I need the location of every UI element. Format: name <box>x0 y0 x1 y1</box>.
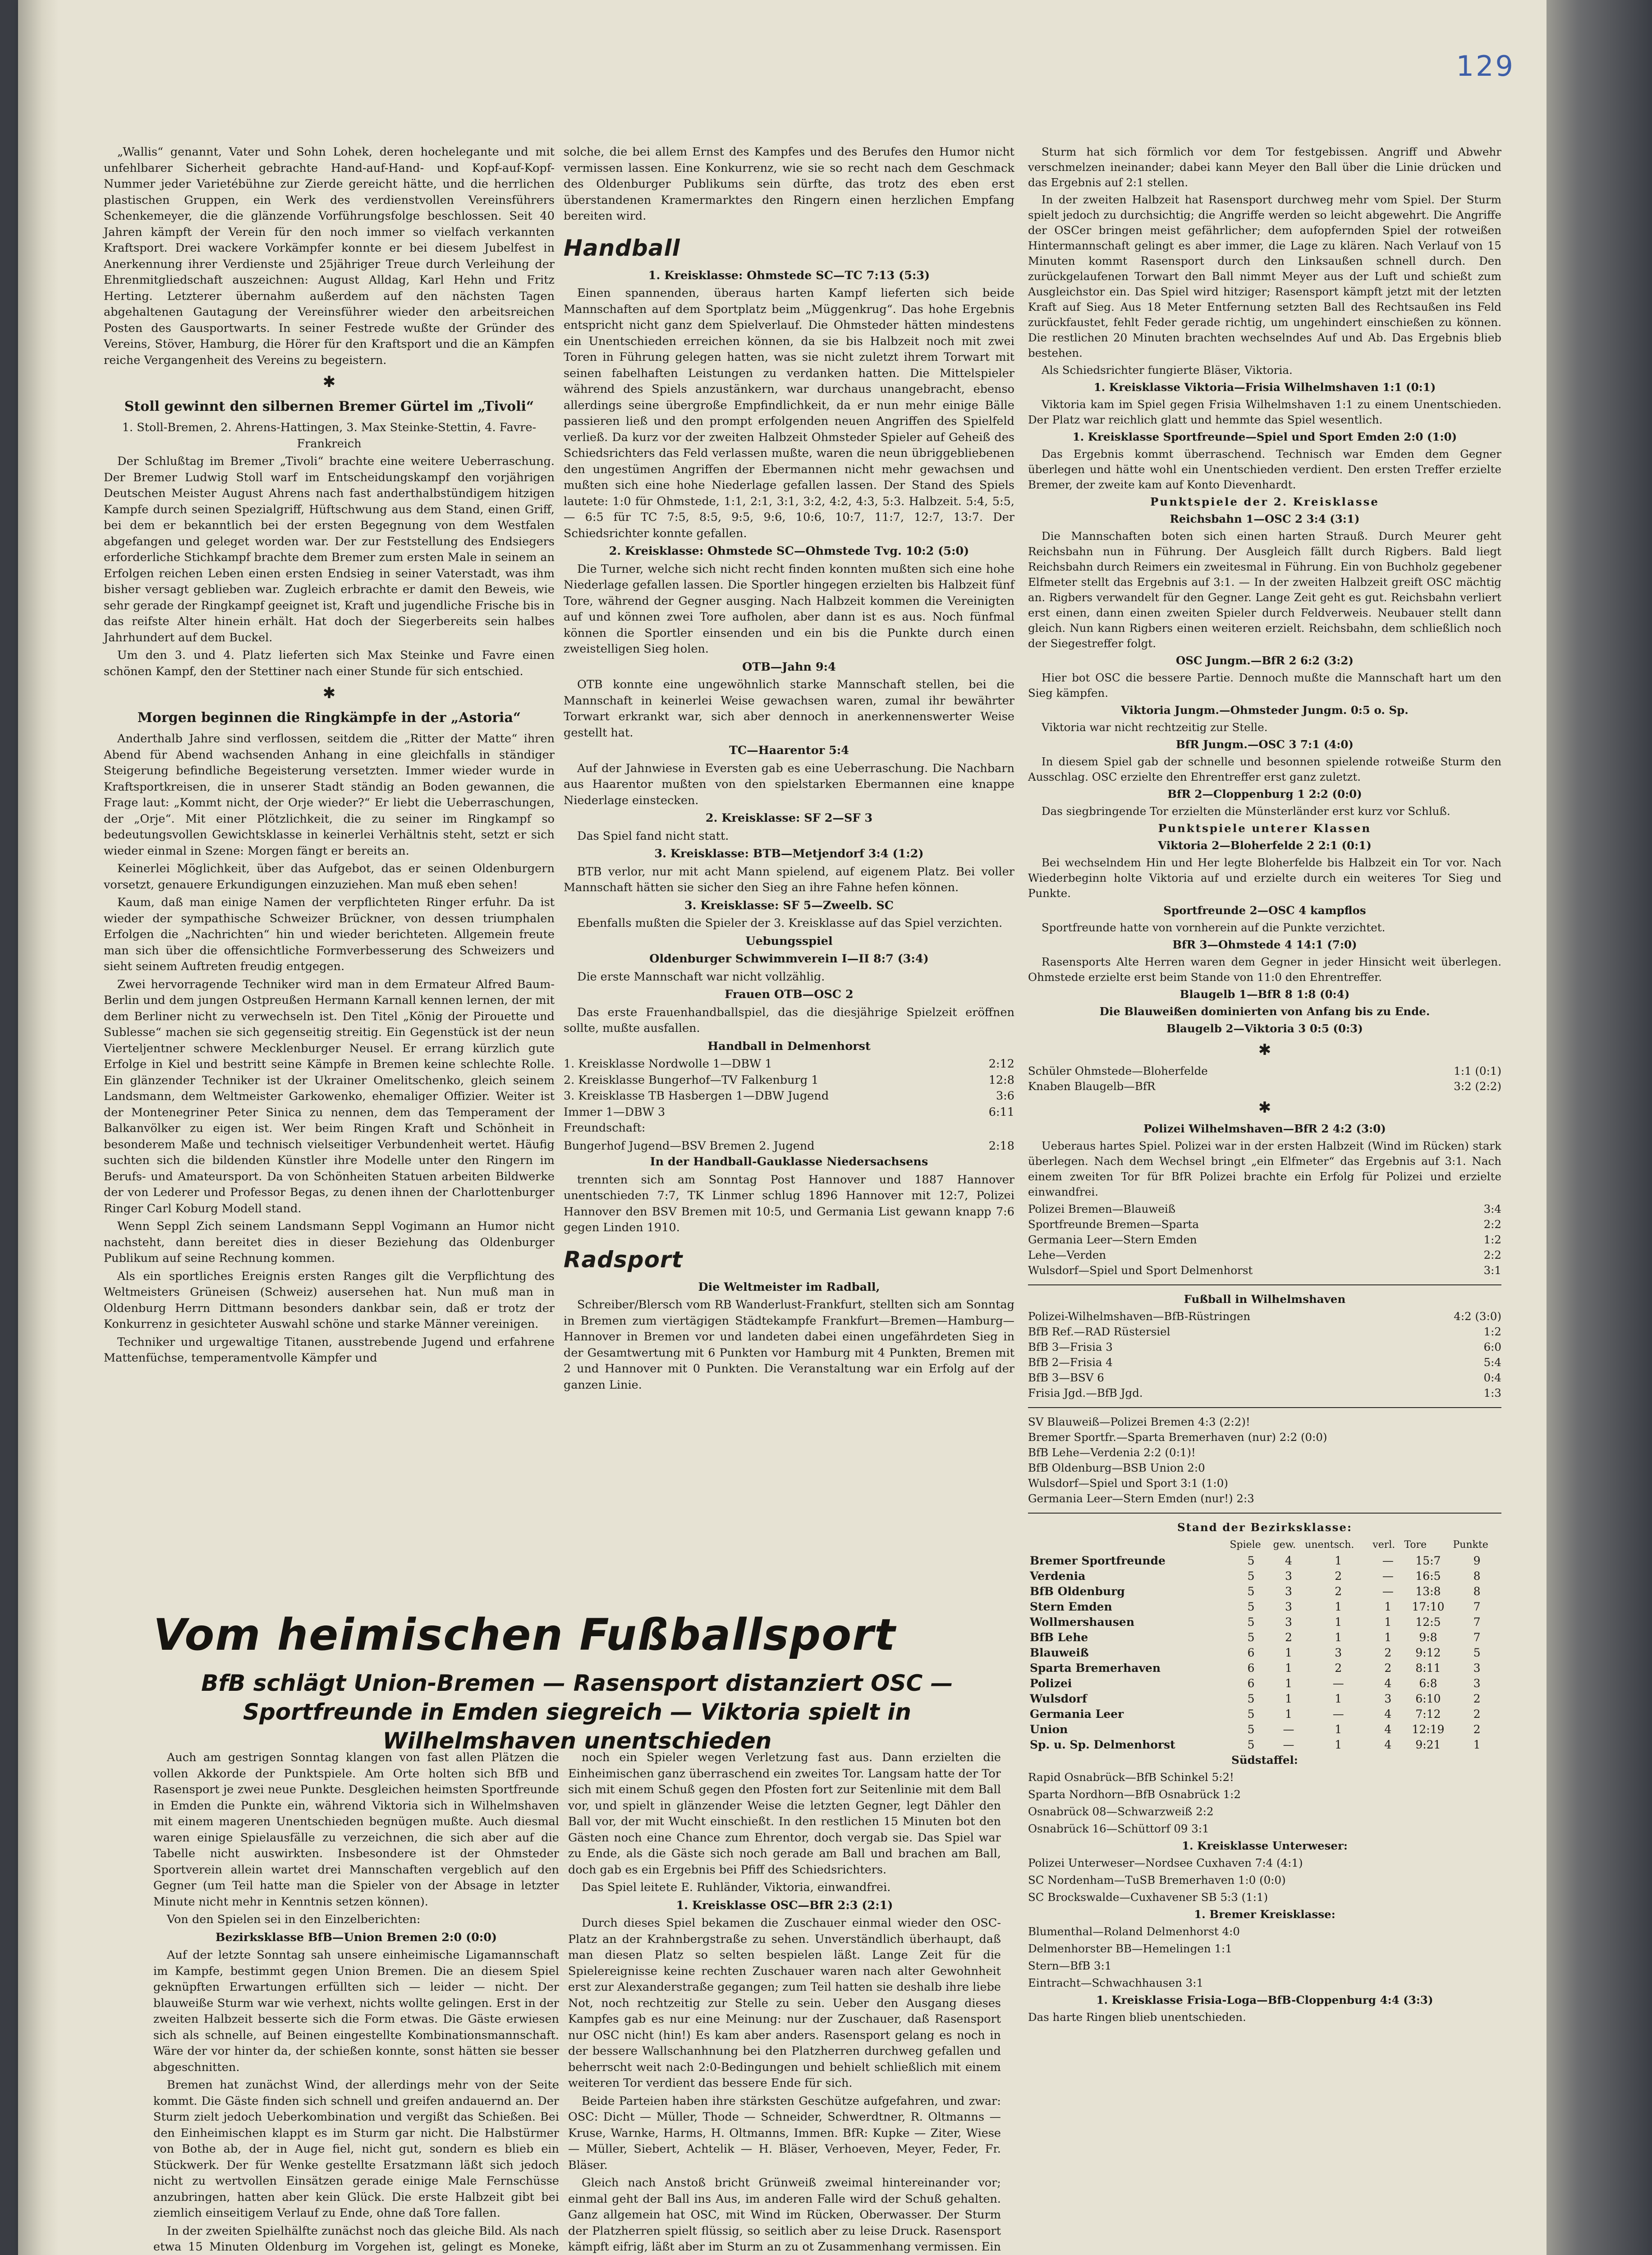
match-report: Viktoria kam im Spiel gegen Frisia Wilhelmshaven 1:1 zu einem Unentschieden. Der Platz war reichlich glatt und hemmte das Spiel wesentlich. <box>1028 398 1501 426</box>
intro-paras <box>153 1750 559 1928</box>
standings-header: Spiele <box>1230 1539 1261 1551</box>
standings-cell: Polizei <box>1030 1677 1072 1690</box>
standings-header: verl. <box>1372 1539 1395 1551</box>
match-report: Bei wechselndem Hin und Her legte Bloherfelde bis Halbzeit ein Tor vor. Nach Wiederbeginn holte Viktoria auf und erzielte durch ein weiteres Tor Sieg und Punkte. <box>1028 856 1501 900</box>
standings-header: Tore <box>1404 1539 1427 1551</box>
result-line: Blumenthal—Roland Delmenhorst 4:0 <box>1028 1925 1240 1938</box>
standings-cell: BfB Lehe <box>1030 1631 1088 1644</box>
standings-cell: 3 <box>1285 1600 1292 1613</box>
standings-cell: 5 <box>1247 1692 1255 1705</box>
paragraph: Sturm hat sich förmlich vor dem Tor festgebissen. Angriff und Abwehr verschmelzen ineinander; dabei kann Meyer den Ball über die Linie drücken und das Ergebnis auf 2:1 stellen. <box>1028 145 1501 189</box>
match-heading: BfR Jungm.—OSC 3 7:1 (4:0) <box>1175 738 1354 751</box>
match-heading: Bezirksklasse BfB—Union Bremen 2:0 (0:0) <box>215 1930 497 1944</box>
standings-cell: 5 <box>1247 1615 1255 1629</box>
standings-cell: 7 <box>1473 1615 1481 1629</box>
standings-cell: 7 <box>1473 1600 1481 1613</box>
standings-cell: — <box>1283 1738 1294 1751</box>
standings-cell: Wollmershausen <box>1030 1615 1135 1629</box>
match-report: Rasensports Alte Herren waren dem Gegner in jeder Hinsicht weit überlegen. Ohmstede erzielte erst beim Stande von 11:0 den Ehrentreffer. <box>1028 955 1501 984</box>
standings-cell: 2 <box>1335 1585 1342 1598</box>
match-heading: TC—Haarentor 5:4 <box>729 744 849 757</box>
divider <box>1028 1513 1501 1514</box>
standings-cell: 1 <box>1335 1692 1342 1705</box>
standings-cell: 13:8 <box>1415 1585 1441 1598</box>
subsection-title: 1. Bremer Kreisklasse: <box>1194 1908 1335 1921</box>
standings-row <box>1028 1569 1501 1584</box>
paragraph: Von den Spielen sei in den Einzelberichten: <box>167 1913 421 1926</box>
section-handball: Handball <box>564 235 680 261</box>
newspaper-page <box>18 0 1546 2255</box>
standings-cell: 3 <box>1335 1646 1342 1659</box>
col1-intro <box>104 144 555 368</box>
result-row: Frisia Jgd.—BfB Jgd. 1:3 <box>1028 1386 1501 1399</box>
standings-header: gew. <box>1273 1539 1296 1551</box>
result-row: BfB 2—Frisia 4 5:4 <box>1028 1356 1501 1369</box>
paragraph: Als Schiedsrichter fungierte Bläser, Viktoria. <box>1042 364 1293 377</box>
paragraph: Beide Parteien haben ihre stärksten Geschütze aufgefahren, und zwar: OSC: Dicht — Müller, Thode — Schneider, Schwerdtner, R. Oltmanns — Kruse, Warnke, Harms, H. Oltmanns, Immen. BfR: Kupke — Ziter, Wiese — Müller, Siebert, Achtelik — H. Bläser, Verhoeven, Meyer, Feder, Fr. Bläser. <box>568 2094 1001 2172</box>
standings-header: unentsch. <box>1305 1539 1354 1551</box>
result-row: Lehe—Verden 2:2 <box>1028 1248 1501 1261</box>
separator-star: ✱ <box>322 684 336 702</box>
column-1 <box>104 144 555 1368</box>
result-row: Schüler Ohmstede—Bloherfelde 1:1 (0:1) <box>1028 1064 1501 1077</box>
morgen-body <box>104 731 555 1367</box>
standings-cell: 7:12 <box>1415 1707 1441 1721</box>
match-heading: In der Handball-Gauklasse Niedersachsens <box>650 1155 928 1169</box>
separator-star: ✱ <box>1258 1099 1271 1117</box>
match-heading: Punktspiele der 2. Kreisklasse <box>1150 495 1380 508</box>
result-row: 3. Kreisklasse TB Hasbergen 1—DBW Jugend 3:6 <box>564 1089 1014 1103</box>
result-row: Wulsdorf—Spiel und Sport Delmenhorst 3:1 <box>1028 1264 1501 1277</box>
standings-cell: 5 <box>1247 1738 1255 1751</box>
lower-column-1 <box>153 1750 559 2255</box>
heading-stoll: Stoll gewinnt den silbernen Bremer Gürtel im „Tivoli“ <box>124 399 534 414</box>
standings-cell: 3 <box>1285 1585 1292 1598</box>
match-heading: Fußball in Wilhelmshaven <box>1184 1293 1346 1306</box>
standings-cell: Verdenia <box>1030 1569 1086 1583</box>
standings-cell: 6 <box>1247 1646 1255 1659</box>
result-row: Bungerhof Jugend—BSV Bremen 2. Jugend 2:18 <box>564 1139 1014 1153</box>
column-3 <box>1028 144 1501 2027</box>
standings-cell: 2 <box>1384 1661 1392 1675</box>
standings-cell: 9:12 <box>1415 1646 1441 1659</box>
standings-row <box>1028 1553 1501 1569</box>
result-row: 2. Kreisklasse Bungerhof—TV Falkenburg 1 12:8 <box>564 1073 1014 1087</box>
divider <box>1028 1407 1501 1408</box>
paragraph: noch ein Spieler wegen Verletzung fast aus. Dann erzielten die Einheimischen ganz überraschend ein zweites Tor. Langsam hatte der Tor sich mit einem Schuß gegen den Pfosten fort zur Seitenlinie mit dem Ball vor, und spielt in glänzender Weise die letzten Gegner, legt Dähler den Ball vor, der mit Wucht einschießt. In den restlichen 15 Minuten bot den Gästen noch eine Chance zum Ehrentor, doch vergab sie. Das Spiel war zu Ende, als die Gäste sich noch gerade am Ball und brachen am Ball, doch gab es ein Ergebnis bei Pfiff des Schiedsrichters. <box>568 1751 1001 1877</box>
match-report: Die Mannschaften boten sich einen harten Strauß. Durch Meurer geht Reichsbahn nun in Führung. Der Ausgleich fällt durch Rigbers. Bald liegt Reichsbahn durch Reimers ein zweitesmal in Führung. Ein von Buchholz gegebener Elfmeter stellt das Ergebnis auf 3:1. — In der zweiten Halbzeit greift OSC mächtig an. Rigbers verwandelt für den Gegner. Lange Zeit geht es gut. Reichsbahn verliert erst einen, dann einen zweiten Spieler durch Feldverweis. Neubauer stellt dann gleich. Nun kann Rigbers einen weiteren erzielt. Reichsbahn, dem schließlich noch der Siegestreffer folgt. <box>1028 529 1501 650</box>
standings-cell: Stern Emden <box>1030 1600 1112 1613</box>
results-bezirksklasse <box>1028 1414 1501 1506</box>
result-line: Delmenhorster BB—Hemelingen 1:1 <box>1028 1942 1232 1955</box>
paragraph: Um den 3. und 4. Platz lieferten sich Max Steinke und Favre einen schönen Kampf, den der Stettiner nach einer Stunde für sich entschied. <box>104 649 555 678</box>
paragraph: Durch dieses Spiel bekamen die Zuschauer einmal wieder den OSC-Platz an der Krahnbergstraße zu sehen. Unverständlich überhaupt, daß man diesen Platz so selten bespielen läßt. Lange Zeit für die Spielereignisse keine rechten Zuschauer waren nach alter Gewohnheit erst zur Alexanderstraße gegangen; zum Teil hatten sie deshalb ihre liebe Not, noch rechtzeitig zur Stelle zu sein. Ueber den Ausgang dieses Kampfes gab es nur eine Meinung: nur der Zuschauer, daß Rasensport nur OSC nicht (hin!) Es kam aber anders. Rasensport gelang es noch in der bessere Wallschanhnung bei den Platzherren durchweg gefallen und beherrscht weit nach 2:0-Bedingungen und behielt schließlich mit einem weiteren Tor verdient das bessere Ende für sich. <box>568 1916 1001 2090</box>
standings-cell: 2 <box>1473 1707 1481 1721</box>
result-line: SC Nordenham—TuSB Bremerhaven 1:0 (0:0) <box>1028 1873 1286 1887</box>
match-heading: BfR 2—Cloppenburg 1 2:2 (0:0) <box>1167 787 1362 801</box>
match-heading: Uebungsspiel <box>745 934 833 948</box>
results-delmenhorst <box>564 1056 1014 1120</box>
paragraph: Das Spiel leitete E. Ruhländer, Viktoria, einwandfrei. <box>582 1881 891 1894</box>
standings-cell: 1 <box>1335 1631 1342 1644</box>
paragraph: Bremen hat zunächst Wind, der allerdings mehr von der Seite kommt. Die Gäste finden sich schnell und greifen andauernd an. Der Sturm zielt jedoch Ueberkombination und vergißt das Schießen. Bei den Einheimischen klappt es im Sturm gar nicht. Die Halbstürmer von Bothe ab, der in Auge fiel, nicht gut, sondern es blieb ein Stückwerk. Der für Wenke gestellte Ersatzmann läßt sich jedoch nicht zu wertvollen Einsätzen gerade einige Male Fernschüsse anzubringen, hatten aber kein Glück. Die erste Halbzeit gibt bei ziemlich einseitigem Verlauf zu Ende, ohne daß Tore fallen. <box>153 2078 559 2220</box>
result-row: BfB 3—Frisia 3 6:0 <box>1028 1340 1501 1353</box>
match-report <box>564 285 1014 542</box>
standings-cell: 5 <box>1247 1631 1255 1644</box>
standings-row <box>1028 1676 1501 1691</box>
results-sued <box>1028 1770 1501 1836</box>
standings-cell: 4 <box>1384 1677 1392 1690</box>
match-report: trennten sich am Sonntag Post Hannover und 1887 Hannover unentschieden 7:7, TK Linmer schlug 1896 Hannover mit 12:7, Polizei Hannover den BSV Bremen mit 10:5, und Germania List gewann knapp 7:6 gegen Linden 1910. <box>564 1173 1014 1234</box>
paragraph: Als ein sportliches Ereignis ersten Ranges gilt die Verpflichtung des Weltmeisters Grüneisen (Schweiz) ausersehen hat. Nun muß man in Oldenburg Herrn Dittmann besonders dankbar sein, daß er trotz der Konkurrenz in gesichteter Auswahl schöne und starke Männer vereinigen. <box>104 1269 555 1331</box>
standings-cell: 5 <box>1247 1600 1255 1613</box>
standings-cell: 4 <box>1285 1554 1292 1567</box>
standings-row <box>1028 1737 1501 1753</box>
match-report <box>1028 144 1501 378</box>
paragraph: In der zweiten Halbzeit hat Rasensport durchweg mehr vom Spiel. Der Sturm spielt jedoch zu durchsichtig; die Angriffe werden so leicht abgewehrt. Die Angriffe der OSCer bringen meist gefährlicher; dem aufopfernden Spiel der rotweißen Hintermannschaft gelingt es aber immer, die Lage zu klären. Nach Verlauf von 15 Minuten kommt Rasensport durch den Linksaußen schnell durch. Den zurückgelaufenen Torwart den Ball nimmt Meyer aus der Luft und schießt zum Ausgleichstor ein. Das Spiel wird hitziger; Rasensport kämpft jetzt mit der letzten Kraft auf Sieg. Aus 18 Meter Entfernung setzten Ball des Rechtsaußen ins Feld zurückfaustet, fehlt Feder gerade richtig, um ungehindert einschießen zu können. Die restlichen 20 Minuten brachten wechselndes Auf und Ab. Das Ergebnis blieb bestehen. <box>1028 193 1501 359</box>
paragraph: Auf der letzte Sonntag sah unsere einheimische Ligamannschaft im Kampfe, bestimmt gegen Union Bremen. Die an diesem Spiel geknüpften Erwartungen erfüllten sich — leider — nicht. Der blauweiße Sturm war wie verhext, nichts wollte gelingen. Erst in der zweiten Halbzeit besserte sich die Form etwas. Die Gäste erwiesen sich als schnelle, auf Beinen eingestellte Kombinationsmannschaft. Wäre der vor hinter da, der schießen konnte, sonst hätten sie besser abgeschnitten. <box>153 1948 559 2074</box>
standings-cell: 6:10 <box>1415 1692 1441 1705</box>
stoll-result: 1. Stoll-Bremen, 2. Ahrens-Hattingen, 3. Max Steinke-Stettin, 4. Favre-Frankreich <box>122 421 537 451</box>
separator-star: ✱ <box>1258 1041 1271 1059</box>
paragraph: Die Turner, welche sich nicht recht finden konnten mußten sich eine hohe Niederlage gefallen lassen. Die Sportler hingegen erzielten bis Halbzeit fünf Tore, während der Gegner ausging. Nach Halbzeit kommen die Vereinigten auf und können zwei Tore aufholen, aber dann ist es aus. Noch fünfmal können die Sportler einsenden und ein bis die Punkte durch einen zweistelligen Sieg holen. <box>564 562 1014 656</box>
standings-cell: 3 <box>1473 1677 1481 1690</box>
match-heading: Viktoria 2—Bloherfelde 2 2:1 (0:1) <box>1158 839 1372 852</box>
result-line: Osnabrück 08—Schwarzweiß 2:2 <box>1028 1805 1214 1818</box>
standings-cell: Germania Leer <box>1030 1707 1124 1721</box>
col2-intro: solche, die bei allem Ernst des Kampfes und des Berufes den Humor nicht vermissen lassen. Eine Konkurrenz, wie sie so recht nach dem Geschmack des Oldenburger Publikums sein dürfte, das trotz des eben erst überstandenen Kramermarktes den Ringern einen herzlichen Empfang bereiten wird. <box>564 145 1014 223</box>
feature-subheadline: BfB schlägt Union-Bremen — Rasensport distanziert OSC — Sportfreunde in Emden siegreich — Viktoria spielt in Wilhelmshaven unentschieden <box>201 1670 953 1754</box>
result-row: Polizei-Wilhelmshaven—BfB-Rüstringen 4:2 (3:0) <box>1028 1310 1501 1323</box>
paragraph: Anderthalb Jahre sind verflossen, seitdem die „Ritter der Matte“ ihren Abend für Abend wachsenden Anhang in eine gleichfalls in ständiger Steigerung befindliche Begeisterung versetzten. Immer wieder wurde in Kraftsportkreisen, die in unserer Stadt ständig an Boden gewannen, die Frage laut: „Kommt nicht, der Orje wieder?“ Er liebt die Ueberraschungen, der „Orje“. Mit einer Plötzlichkeit, die zu seiner im Ringkampf so bedeutungsvollen Gewichtsklasse in keinerlei Verhältnis steht, setzt er sich wieder einmal in Szene: Morgen fängt er bereits an. <box>104 732 555 858</box>
match-report: Das harte Ringen blieb unentschieden. <box>1028 2011 1246 2024</box>
match-report: BTB verlor, nur mit acht Mann spielend, auf eigenem Platz. Bei voller Mannschaft hätten sie sicher den Sieg an ihre Fahne hefen können. <box>564 865 1014 894</box>
match-heading: Handball in Delmenhorst <box>707 1039 871 1053</box>
lower-column-2 <box>568 1750 1001 2255</box>
standings-cell: 3 <box>1473 1661 1481 1675</box>
standings-cell: 5 <box>1473 1646 1481 1659</box>
standings-cell: 4 <box>1384 1738 1392 1751</box>
standings-cell: — <box>1382 1554 1394 1567</box>
result-line: Stern—BfB 3:1 <box>1028 1959 1112 1972</box>
standings-cell: 1 <box>1384 1631 1392 1644</box>
standings-cell: Bremer Sportfreunde <box>1030 1554 1166 1567</box>
match-heading: Sportfreunde 2—OSC 4 kampflos <box>1163 904 1366 917</box>
standings-cell: 2 <box>1335 1569 1342 1583</box>
standings-cell: 1 <box>1285 1646 1292 1659</box>
binding-gutter <box>18 0 59 2255</box>
match-heading: Blaugelb 2—Viktoria 3 0:5 (0:3) <box>1166 1022 1363 1035</box>
result-row: Germania Leer—Stern Emden 1:2 <box>1028 1233 1501 1246</box>
results-wilhelmshaven <box>1028 1309 1501 1401</box>
standings-cell: 5 <box>1247 1707 1255 1721</box>
match-report: In diesem Spiel gab der schnelle und besonnen spielende rotweiße Sturm den Ausschlag. OSC erzielte den Ehrentreffer erst ganz zuletzt. <box>1028 755 1501 783</box>
match-heading: 2. Kreisklasse: Ohmstede SC—Ohmstede Tvg. 10:2 (5:0) <box>609 544 969 558</box>
result-line: Rapid Osnabrück—BfB Schinkel 5:2! <box>1028 1771 1234 1784</box>
standings-cell: Union <box>1030 1723 1068 1736</box>
standings-cell: 5 <box>1247 1723 1255 1736</box>
standings-table <box>1028 1537 1501 1753</box>
match-heading: BfR 3—Ohmstede 4 14:1 (7:0) <box>1172 938 1357 951</box>
match-report: Auf der Jahnwiese in Eversten gab es eine Ueberraschung. Die Nachbarn aus Haarentor mußten von den spielstarken Ebermannen eine knappe Niederlage einstecken. <box>564 761 1014 807</box>
match-heading: Blaugelb 1—BfR 8 1:8 (0:4) <box>1179 988 1350 1001</box>
match-heading: 1. Kreisklasse OSC—BfR 2:3 (2:1) <box>676 1898 893 1912</box>
subsection-title: 1. Kreisklasse Unterweser: <box>1182 1839 1348 1852</box>
standings-cell: 3 <box>1285 1615 1292 1629</box>
feature-headline: Vom heimischen Fußballsport <box>153 1610 896 1660</box>
result-row: BfB Oldenburg—BSB Union 2:0 <box>1028 1461 1205 1474</box>
result-line: Eintracht—Schwachhausen 3:1 <box>1028 1976 1204 1989</box>
paragraph: Gleich nach Anstoß bricht Grünweiß zweimal hintereinander vor; einmal geht der Ball ins Aus, im anderen Falle wird der Schuß gehalten. Ganz allgemein hat OSC, mit Wind im Rücken, Oberwasser. Der Sturm der Platzherren spielt flüssig, so seitlich aber zu leise Druck. Rasensport kämpft eifrig, läßt aber im Sturm an zu ot Zusammenhang vermissen. Ein <box>568 2176 1001 2254</box>
divider <box>1028 1284 1501 1285</box>
match-report: Schreiber/Blersch vom RB Wanderlust-Frankfurt, stellten sich am Sonntag in Bremen zum viertägigen Städtekampfe Frankfurt—Bremen—Hamburg—Hannover in Bremen vor und landeten dabei einen ungefährdeten Sieg in der Gesamtwertung mit 6 Punkten vor Hamburg mit 4 Punkten, Bremen mit 2 und Hannover mit 0 Punkten. Die Veranstaltung war ein Erfolg auf der ganzen Linie. <box>564 1298 1014 1392</box>
standings-cell: 8 <box>1473 1585 1481 1598</box>
match-report: Das erste Frauenhandballspiel, das die diesjährige Spielzeit eröffnen sollte, mußte ausfallen. <box>564 1005 1014 1035</box>
match-heading: 2. Kreisklasse: SF 2—SF 3 <box>705 811 873 825</box>
standings-cell: 9 <box>1473 1554 1481 1567</box>
result-row: Polizei Bremen—Blauweiß 3:4 <box>1028 1202 1501 1215</box>
standings-cell: 4 <box>1384 1707 1392 1721</box>
standings-cell: 1 <box>1335 1615 1342 1629</box>
standings-cell: 4 <box>1384 1723 1392 1736</box>
paragraph: Zwei hervorragende Techniker wird man in dem Ermateur Alfred Baum-Berlin und dem jungen Ostpreußen Hermann Karnall kennen lernen, der mit dem Berliner nicht zu verwechseln ist. Den Titel „König der Pirouette und Sublesse“ machen sie sich gegenseitig streitig. Ein Gegenstück ist der neun Vierteljentner schwere Mecklenburger Neusel. Er errang kürzlich gute Erfolge in Kiel und bestritt seine Kämpfe in Bremen keine schlechte Rolle. Ein glänzender Techniker ist der Ukrainer Omelitschenko, gleich seinem Landsmann, dem Weltmeister Garkowenko, ehemaliger Offizier. Weiter ist der Montenegriner Peter Sinica zu nennen, dem das Temperament der Balkanvölker zu eigen ist. Wer beim Ringen Kraft und Schönheit in besonderem Maße und technisch vielseitiger Verbundenheit wertet. Häufig suchten sich die bildenden Künstler ihre Modelle unter den Ringern im Berufs- und Amateursport. Da von Schönheiten Statuen arbeiten Bildwerke der von Lederer und Professor Begas, zu denen ihnen der Charlottenburger Ringer Carl Koburg Modell stand. <box>104 977 555 1215</box>
standings-cell: — <box>1382 1569 1394 1583</box>
standings-cell: 3 <box>1285 1569 1292 1583</box>
standings-cell: 7 <box>1473 1631 1481 1644</box>
standings-cell: 1 <box>1285 1677 1292 1690</box>
standings-cell: 5 <box>1247 1569 1255 1583</box>
match-report: Sportfreunde hatte von vornherein auf die Punkte verzichtet. <box>1042 921 1386 934</box>
standings-cell: 8 <box>1473 1569 1481 1583</box>
match-heading: Polizei Wilhelmshaven—BfR 2 4:2 (3:0) <box>1143 1122 1386 1135</box>
result-row: Sportfreunde Bremen—Sparta 2:2 <box>1028 1218 1501 1231</box>
standings-cell: — <box>1332 1707 1344 1721</box>
match-heading: Frauen OTB—OSC 2 <box>725 988 854 1001</box>
match-heading: OTB—Jahn 9:4 <box>742 660 836 674</box>
match-heading: 1. Kreisklasse Sportfreunde—Spiel und Sport Emden 2:0 (1:0) <box>1072 430 1457 443</box>
match-report <box>153 1947 559 2255</box>
match-heading: OSC Jungm.—BfR 2 6:2 (3:2) <box>1175 654 1354 667</box>
standings-cell: 5 <box>1247 1554 1255 1567</box>
standings-row <box>1028 1661 1501 1676</box>
standings-cell: — <box>1382 1585 1394 1598</box>
result-row: 1. Kreisklasse Nordwolle 1—DBW 1 2:12 <box>564 1057 1014 1071</box>
scan-edge <box>1546 0 1652 2255</box>
standings-row <box>1028 1630 1501 1645</box>
standings-cell: 12:5 <box>1415 1615 1441 1629</box>
standings-row <box>1028 1707 1501 1722</box>
result-row: Wulsdorf—Spiel und Sport 3:1 (1:0) <box>1028 1477 1228 1490</box>
stoll-body <box>104 454 555 680</box>
standings-cell: 2 <box>1335 1661 1342 1675</box>
standings-header: Punkte <box>1453 1539 1488 1551</box>
standings-cell: 2 <box>1473 1723 1481 1736</box>
standings-cell: Sparta Bremerhaven <box>1030 1661 1161 1675</box>
match-heading: Reichsbahn 1—OSC 2 3:4 (3:1) <box>1170 512 1360 525</box>
match-report: Das siegbringende Tor erzielten die Münsterländer erst kurz vor Schluß. <box>1042 805 1450 818</box>
result-row: Germania Leer—Stern Emden (nur!) 2:3 <box>1028 1492 1254 1505</box>
separator-star: ✱ <box>322 373 336 391</box>
heading-morgen: Morgen beginnen die Ringkämpfe in der „Astoria“ <box>137 710 521 726</box>
result-row: BfB Ref.—RAD Rüstersiel 1:2 <box>1028 1325 1501 1338</box>
standings-cell: 1 <box>1285 1692 1292 1705</box>
standings-row <box>1028 1584 1501 1599</box>
match-heading: 3. Kreisklasse: BTB—Metjendorf 3:4 (1:2) <box>654 847 924 861</box>
match-report: Ueberaus hartes Spiel. Polizei war in der ersten Halbzeit (Wind im Rücken) stark überlegen. Nach dem Wechsel bringt „ein Elfmeter“ das Ergebnis auf 3:1. Nach einem zweiten Tor für BfR Polizei brachte ein Erfolg für Polizei und erzielte einwandfrei. <box>1028 1139 1501 1198</box>
standings-cell: 2 <box>1384 1646 1392 1659</box>
standings-cell: — <box>1283 1723 1294 1736</box>
page-number: 129 <box>1456 50 1515 83</box>
standings-cell: 2 <box>1285 1631 1292 1644</box>
standings-cell: 1 <box>1473 1738 1481 1751</box>
match-report: OTB konnte eine ungewöhnlich starke Mannschaft stellen, bei die Mannschaft in keinerlei Weise gewachsen waren, zumal ihr bewährter Torwart erkrankt war, sich aber dennoch in anerkennenswerter Weise gestellt hat. <box>564 678 1014 740</box>
standings-cell: 6 <box>1247 1677 1255 1690</box>
standings-cell: 9:21 <box>1415 1738 1441 1751</box>
column-2 <box>564 144 1014 1395</box>
subsection-title: Südstaffel: <box>1231 1753 1298 1767</box>
results-unterweser <box>1028 1855 1501 1905</box>
standings-cell: 1 <box>1285 1707 1292 1721</box>
paragraph: Einen spannenden, überaus harten Kampf lieferten sich beide Mannschaften auf dem Sportplatz beim „Müggenkrug“. Das hohe Ergebnis entspricht nicht ganz dem Spielverlauf. Die Ohmsteder hätten mindestens ein Unentschieden erreichen können, da sie bis Halbzeit noch mit zwei Toren in Führung gelegen hatten, was sie nicht zuletzt ihrem Torwart mit seinen fabelhaften Leistungen zu verdanken hatten. Die Mittelspieler während des Spiels anzustänkern, war durchaus unangebracht, ebenso allerdings seine übergroße Empfindlichkeit, da er nun mehr einige Bälle passieren ließ und den prompt erfolgenden neuen Angriffen des Spielfeld verließ. Da kurz vor der zweiten Halbzeit Ohmsteder Spieler auf Geheiß des Schiedsrichters das Feld verlassen mußte, waren die neun übriggebliebenen den ungestümen Angriffen der Ebermannen nicht mehr gewachsen und mußten sich eine hohe Niederlage gefallen lassen. Der Stand des Spiels lautete: 1:0 für Ohmstede, 1:1, 2:1, 3:1, 3:2, 4:2, 4:3, 5:3. Halbzeit. 5:4, 5:5, — 6:5 für TC 7:5, 8:5, 9:5, 9:6, 10:6, 10:7, 11:7, 12:7, 13:7. Der Schiedsrichter konnte gefallen. <box>564 286 1014 540</box>
result-row: Immer 1—DBW 3 6:11 <box>564 1105 1014 1119</box>
match-report: Das Ergebnis kommt überraschend. Technisch war Emden dem Gegner überlegen und hätte wohl ein Unentschieden verdient. Den ersten Treffer erzielte Bremer, der zweite kam auf Konto Dievenhardt. <box>1028 447 1501 491</box>
match-heading: Die Weltmeister im Radball, <box>698 1280 880 1294</box>
result-line: Polizei Unterweser—Nordsee Cuxhaven 7:4 (4:1) <box>1028 1856 1303 1869</box>
standings-cell: 1 <box>1335 1738 1342 1751</box>
match-heading: 1. Kreisklasse Viktoria—Frisia Wilhelmshaven 1:1 (0:1) <box>1093 381 1436 394</box>
standings-cell: 3 <box>1384 1692 1392 1705</box>
paragraph: „Wallis“ genannt, Vater und Sohn Lohek, deren hochelegante und mit unfehlbarer Sicherheit gebrachte Hand-auf-Hand- und Kopf-auf-Kopf-Nummer jeder Varietébühne zur Zierde gereicht hätte, und die herrlichen plastischen Gruppen, ein Werk des verdienstvollen Vereinsführers Schenkemeyer, die die glänzende Vorführungsfolge beschlossen. Seit 40 Jahren kämpft der Verein für den noch immer so vielfach verkannten Kraftsport. Drei wackere Vorkämpfer konnte er bei diesem Jubelfest in Anerkennung ihrer Verdienste und 25jähriger Treue durch Verleihung der Ehrenmitgliedschaft auszeichnen: August Alldag, Karl Hehn und Fritz Herting. Letzterer übernahm außerdem auf den nächsten Tagen abgehaltenen Gautagung der Vereinsführer wieder den arbeitsreichen Posten des Gausportwarts. In seiner Festrede wußte der Gründer des Vereins, Stöver, Hamburg, die Hörer für den Kraftsport und die an Kämpfen reiche Vergangenheit des Vereins zu begeistern. <box>104 145 555 367</box>
standings-cell: — <box>1332 1677 1344 1690</box>
standings-cell: 2 <box>1473 1692 1481 1705</box>
standings-row <box>1028 1691 1501 1707</box>
standings-cell: 8:11 <box>1415 1661 1441 1675</box>
standings-row <box>1028 1722 1501 1737</box>
standings-row <box>1028 1599 1501 1615</box>
standings-cell: 1 <box>1285 1661 1292 1675</box>
paragraph: Techniker und urgewaltige Titanen, ausstrebende Jugend und erfahrene Mattenfüchse, temperamentvolle Kämpfer und <box>104 1335 555 1365</box>
result-line: SC Brockswalde—Cuxhavener SB 5:3 (1:1) <box>1028 1891 1268 1904</box>
standings-cell: Wulsdorf <box>1030 1692 1087 1705</box>
results-bremer <box>1028 1924 1501 1991</box>
result-line: Osnabrück 16—Schüttorf 09 3:1 <box>1028 1822 1209 1835</box>
match-report: Die Blauweißen dominierten von Anfang bis zu Ende. <box>1099 1005 1430 1018</box>
match-heading: Punktspiele unterer Klassen <box>1158 822 1372 835</box>
paragraph: Keinerlei Möglichkeit, über das Aufgebot, das er seinen Oldenburgern vorsetzt, genauere Erkundigungen einzuziehen. Man muß eben sehen! <box>104 862 555 892</box>
result-row: BfB 3—BSV 6 0:4 <box>1028 1371 1501 1384</box>
result-row: SV Blauweiß—Polizei Bremen 4:3 (2:2)! <box>1028 1415 1250 1428</box>
match-heading: Oldenburger Schwimmverein I—II 8:7 (3:4) <box>649 952 929 966</box>
standings-cell: 6:8 <box>1419 1677 1437 1690</box>
match-heading: 1. Kreisklasse Frisia-Loga—BfB-Cloppenburg 4:4 (3:3) <box>1096 1993 1433 2006</box>
match-report <box>564 561 1014 658</box>
standings-cell: 1 <box>1335 1600 1342 1613</box>
standings-title: Stand der Bezirksklasse: <box>1177 1521 1353 1534</box>
standings-cell: 1 <box>1335 1554 1342 1567</box>
standings-cell: 1 <box>1384 1615 1392 1629</box>
standings-cell: 6 <box>1247 1661 1255 1675</box>
standings-cell: 17:10 <box>1412 1600 1445 1613</box>
freund-label: Freundschaft: <box>564 1121 646 1135</box>
standings-cell: 16:5 <box>1415 1569 1441 1583</box>
standings-cell: 1 <box>1384 1600 1392 1613</box>
match-heading: 1. Kreisklasse: Ohmstede SC—TC 7:13 (5:3) <box>648 268 930 282</box>
standings-row <box>1028 1645 1501 1661</box>
match-report: Die erste Mannschaft war nicht vollzählig. <box>577 970 825 984</box>
standings-cell: BfB Oldenburg <box>1030 1585 1125 1598</box>
match-report <box>568 1915 1001 2255</box>
result-row: Bremer Sportfr.—Sparta Bremerhaven (nur) 2:2 (0:0) <box>1028 1431 1327 1444</box>
standings-header-blank <box>1028 1537 1229 1553</box>
match-report: Hier bot OSC die bessere Partie. Dennoch mußte die Mannschaft hart um den Sieg kämpfen. <box>1028 671 1501 700</box>
match-heading: Viktoria Jungm.—Ohmsteder Jungm. 0:5 o. Sp. <box>1121 704 1409 717</box>
paragraph: Kaum, daß man einige Namen der verpflichteten Ringer erfuhr. Da ist wieder der sympathische Schweizer Brückner, von dessen triumphalen Erfolgen die „Nachrichten“ hin und wieder berichteten. Allgemein freute man sich über die offensichtliche Formverbesserung des Schweizers und sieht seinem Auftreten freudig entgegen. <box>104 896 555 973</box>
match-heading: 3. Kreisklasse: SF 5—Zweelb. SC <box>684 898 894 912</box>
match-report: Ebenfalls mußten die Spieler der 3. Kreisklasse auf das Spiel verzichten. <box>577 916 1003 930</box>
paragraph: Wenn Seppl Zich seinem Landsmann Seppl Vogimann an Humor nicht nachsteht, dann bereitet dies in dieser Beziehung das Oldenburger Publikum auf seine Rechnung kommen. <box>104 1220 555 1265</box>
standings-cell: 1 <box>1335 1723 1342 1736</box>
paragraph: In der zweiten Spielhälfte zunächst noch das gleiche Bild. Als nach etwa 15 Minuten Oldenburg im Vorgehen ist, gelingt es Moneke, <box>153 2224 559 2254</box>
standings-cell: 15:7 <box>1415 1554 1441 1567</box>
results-schueler <box>1028 1063 1501 1094</box>
section-radsport: Radsport <box>564 1246 683 1273</box>
result-line: Sparta Nordhorn—BfB Osnabrück 1:2 <box>1028 1788 1241 1801</box>
standings-cell: Sp. u. Sp. Delmenhorst <box>1030 1738 1175 1751</box>
result-row: BfB Lehe—Verdenia 2:2 (0:1)! <box>1028 1446 1196 1459</box>
standings-row <box>1028 1615 1501 1630</box>
standings-cell: 9:8 <box>1419 1631 1437 1644</box>
standings-cell: 12:19 <box>1412 1723 1445 1736</box>
result-row: Knaben Blaugelb—BfR 3:2 (2:2) <box>1028 1080 1501 1093</box>
results-bremen <box>1028 1201 1501 1278</box>
match-report: Viktoria war nicht rechtzeitig zur Stelle. <box>1042 721 1268 734</box>
paragraph: Auch am gestrigen Sonntag klangen von fast allen Plätzen die vollen Akkorde der Punktspiele. Am Orte holten sich BfB und Rasensport je zwei neue Punkte. Desgleichen heimsten Sportfreunde in Emden die Punkte ein, während Viktoria sich in Wilhelmshaven mit einem mageren Unentschieden begnügen mußte. Auch diesmal waren einige Spielausfälle zu verzeichnen, die sich aber auf die Tabelle nicht auswirkten. Insbesondere ist der Ohmsteder Sportverein allein wartet drei Mannschaften vergeblich auf den Gegner (um Teil hatte man die Spieler von der Absage in letzter Minute nicht mehr in Kenntnis setzen können). <box>153 1751 559 1909</box>
intro-paras <box>568 1750 1001 1896</box>
standings-cell: 5 <box>1247 1585 1255 1598</box>
match-report: Das Spiel fand nicht statt. <box>577 829 729 843</box>
standings-cell: Blauweiß <box>1030 1646 1089 1659</box>
paragraph: Der Schlußtag im Bremer „Tivoli“ brachte eine weitere Ueberraschung. Der Bremer Ludwig Stoll warf im Entscheidungskampf den vorjährigen Deutschen Meister August Ahrens nach fast anderthalbstündigem hitzigen Kampfe durch seinen Spezialgriff, Hüftschwung aus dem Stand, einen Griff, bei dem er bekanntlich bei der ersten Begegnung von dem Westfalen abgefangen und geleget worden war. Der zur Feststellung des Endsiegers erforderliche Stichkampf brachte dem Bremer zum ersten Male in seinem an Erfolgen reichen Leben einen ersten Endsieg in seiner Vaterstadt, was ihm bisher versagt geblieben war. Zugleich erbrachte er damit den Beweis, wie sehr gerade der Ringkampf geeignet ist, Kraft und jugendliche Frische bis in das reifste Alter hinein erhält. Hat doch der Siegerbereits sein halbes Jahrhundert auf dem Buckel. <box>104 455 555 644</box>
